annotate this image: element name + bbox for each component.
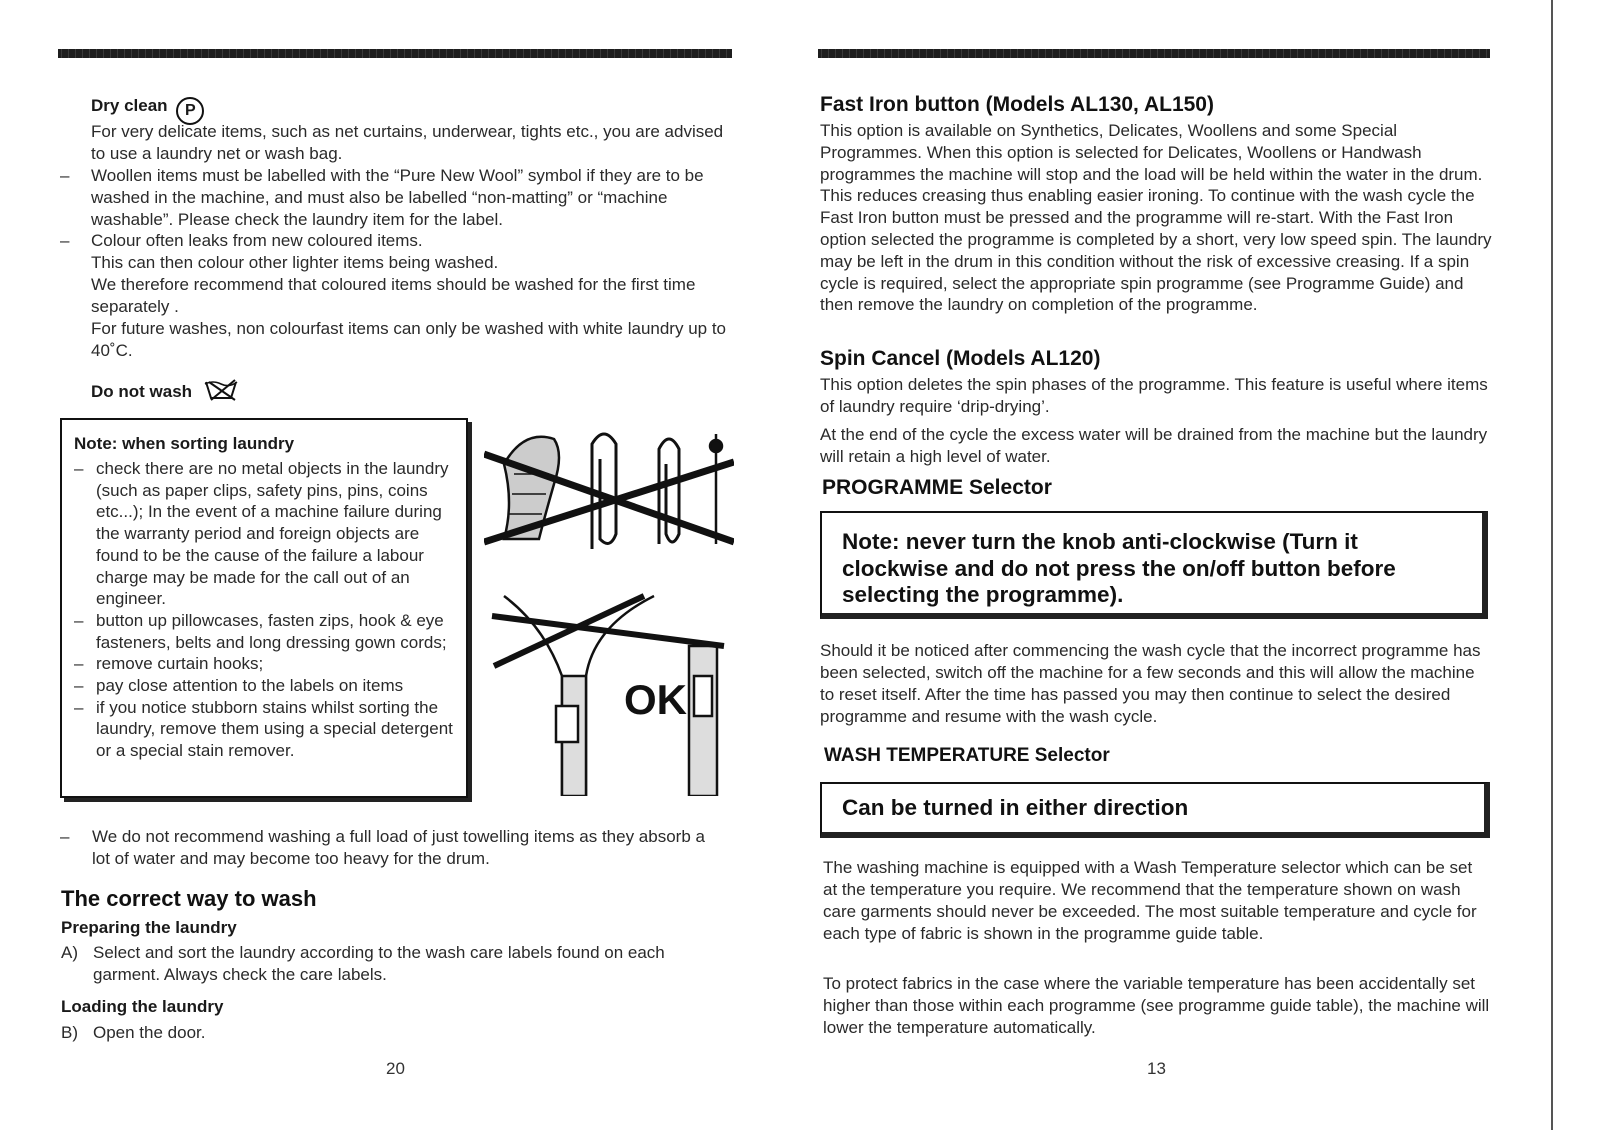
metal-objects-illustration bbox=[484, 424, 734, 554]
note-item: – check there are no metal objects in the laundry (such as paper clips, safety pins, pins, coins etc...); In the event of a machine failure during the warranty period and foreign objects are found to be the cause of the failure a labour charge may be made for the call out of an engineer. bbox=[74, 459, 449, 609]
dash-marker: – bbox=[60, 827, 70, 846]
dry-clean-text: For very delicate items, such as net curtains, underwear, tights etc., you are advised to use a laundry net or wash bag. bbox=[91, 122, 724, 163]
spin-cancel-text-1: This option deletes the spin phases of the programme. This feature is useful where items of laundry require ‘drip-drying’. bbox=[820, 375, 1488, 416]
left-page bbox=[0, 0, 790, 1130]
step-b: B) Open the door. bbox=[61, 1023, 206, 1042]
note-item: – button up pillowcases, fasten zips, hook & eye fasteners, belts and long dressing gown cords; bbox=[74, 610, 447, 652]
ok-label: OK bbox=[624, 676, 687, 723]
page-number-right: 13 bbox=[1147, 1059, 1166, 1078]
wash-temp-note-text: Can be turned in either direction bbox=[842, 795, 1189, 820]
do-not-wash-icon bbox=[203, 378, 239, 402]
colour-text bbox=[91, 230, 731, 362]
dash-marker: – bbox=[60, 166, 70, 185]
spin-cancel-text-2: At the end of the cycle the excess water will be drained from the machine but the laundry will retain a high level of water. bbox=[820, 425, 1488, 466]
dry-clean-heading: Dry clean P bbox=[91, 96, 204, 125]
fast-iron-text: This option is available on Synthetics, Delicates, Woollens and some Special Programmes. When this option is selected for Delicates, Woollens or Handwash programmes the machine will stop and the load will be held within the water in the drum. This reduces creasing thus enabling easier ironing. To continue with the wash cycle the Fast Iron button must be pressed and the programme will re-start. With the Fast Iron option selected the programme is completed by a short, very low speed spin. The laundry may be left in the drum in this condition without the risk of excessive creasing. If a spin cycle is required, select the appropriate spin programme (see Programme Guide) and then remove the laundry on completion of the programme. bbox=[820, 121, 1492, 315]
programme-text: Should it be noticed after commencing the wash cycle that the incorrect programme has been selected, switch off the machine for a few seconds and this will allow the machine to reset itself. After the time has passed you may then continue to select the desired programme and resume with the wash cycle. bbox=[820, 641, 1481, 726]
colour-line: Colour often leaks from new coloured items. bbox=[91, 231, 423, 250]
zip-illustration bbox=[484, 586, 734, 796]
top-rule-right bbox=[818, 49, 1490, 58]
preparing-heading: Preparing the laundry bbox=[61, 918, 237, 937]
spin-cancel-heading: Spin Cancel (Models AL120) bbox=[820, 347, 1101, 370]
wash-temp-text-2: To protect fabrics in the case where the variable temperature has been accidentally set higher than those within each programme (see programme guide table), the machine will lower the temperature automatically. bbox=[823, 974, 1490, 1037]
colour-line: We therefore recommend that coloured items should be washed for the first time separately . bbox=[91, 275, 696, 316]
note-item: – pay close attention to the labels on items bbox=[74, 676, 404, 696]
colour-line: For future washes, non colourfast items can only be washed with white laundry up to 40˚C. bbox=[91, 319, 727, 360]
loading-heading: Loading the laundry bbox=[61, 997, 224, 1016]
top-rule-left bbox=[58, 49, 732, 58]
note-title: Note: when sorting laundry bbox=[74, 434, 295, 453]
programme-note-text: Note: never turn the knob anti-clockwise (Turn it clockwise and do not press the on/off button before selecting the programme). bbox=[842, 529, 1396, 607]
programme-note-box bbox=[820, 511, 1488, 619]
correct-way-heading: The correct way to wash bbox=[61, 886, 317, 911]
towelling-text: We do not recommend washing a full load of just towelling items as they absorb a lot of water and may become too heavy for the drum. bbox=[92, 827, 705, 868]
scan-edge-line bbox=[1551, 0, 1553, 1130]
right-page bbox=[800, 0, 1601, 1130]
woollen-text: Woollen items must be labelled with the “Pure New Wool” symbol if they are to be washed in the machine, and must also be labelled “non-matting” or “machine washable”. Please check the laundry item for the label. bbox=[91, 166, 704, 229]
fast-iron-heading: Fast Iron button (Models AL130, AL150) bbox=[820, 93, 1214, 116]
do-not-wash-heading: Do not wash bbox=[91, 378, 239, 402]
wash-temp-note-box bbox=[820, 782, 1490, 838]
dry-clean-icon: P bbox=[176, 97, 204, 125]
wash-temp-heading: WASH TEMPERATURE Selector bbox=[824, 745, 1110, 766]
note-item: – remove curtain hooks; bbox=[74, 654, 264, 674]
dash-marker: – bbox=[60, 231, 70, 250]
colour-line: This can then colour other lighter items being washed. bbox=[91, 253, 499, 272]
programme-selector-heading: PROGRAMME Selector bbox=[822, 476, 1052, 499]
step-a: A) Select and sort the laundry according to the wash care labels found on each garment. Always check the care labels. bbox=[61, 943, 665, 984]
wash-temp-text-1: The washing machine is equipped with a Wash Temperature selector which can be set at the temperature you require. We recommend that the temperature shown on wash care garments should never be exceeded. The most suitable temperature and cycle for each type of fabric is shown in the programme guide table. bbox=[823, 858, 1477, 943]
page-number-left: 20 bbox=[386, 1059, 405, 1078]
note-item: – if you notice stubborn stains whilst sorting the laundry, remove them using a special detergent or a special stain remover. bbox=[74, 697, 453, 761]
sorting-note-box bbox=[60, 418, 468, 798]
